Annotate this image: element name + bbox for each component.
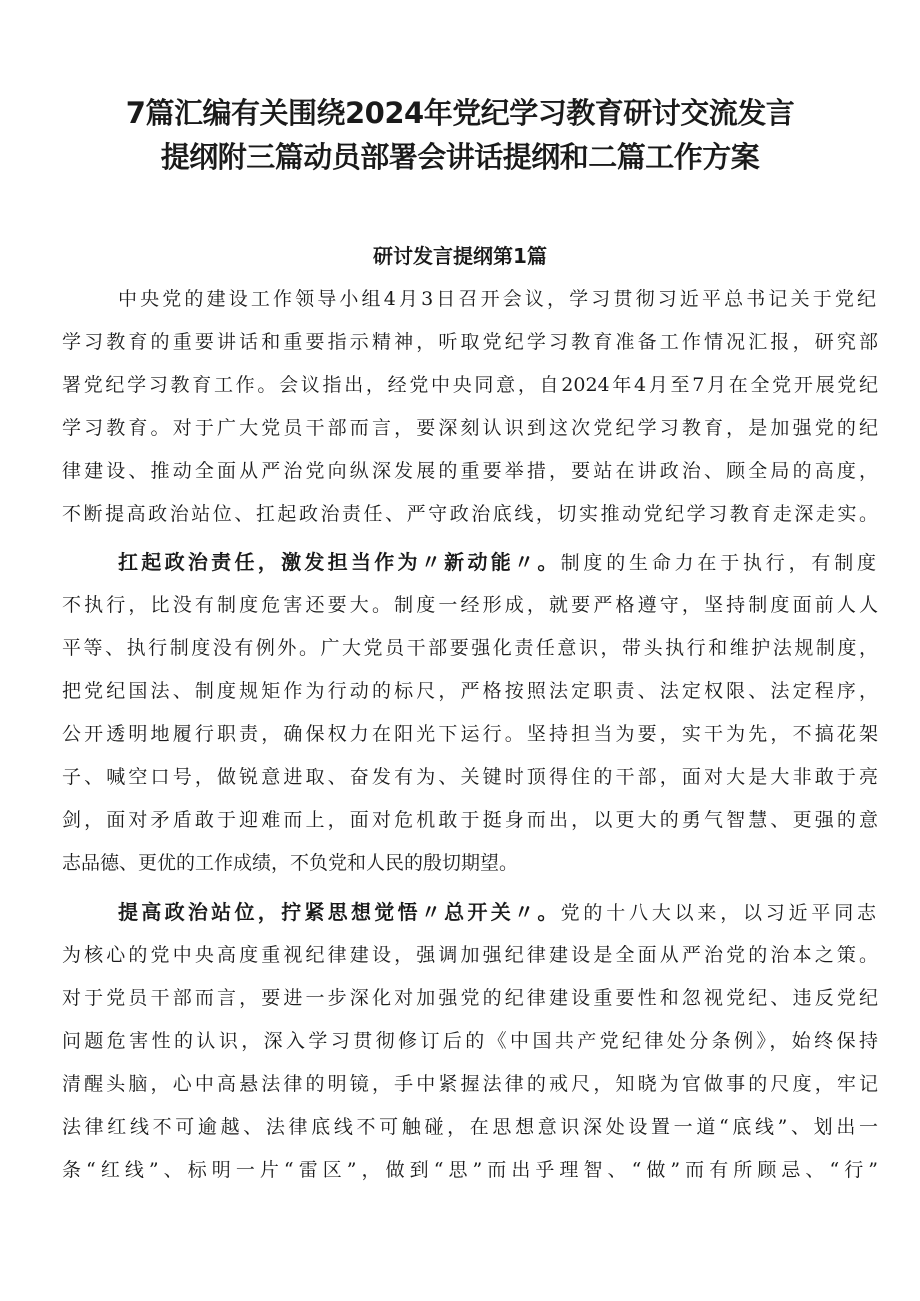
paragraph-1-line: 学习教育的重要讲话和重要指示精神，听取党纪学习教育准备工作情况汇报，研究部 (62, 331, 878, 353)
paragraph-2-line: 把党纪国法、制度规矩作为行动的标尺，严格按照法定职责、法定权限、法定程序， (62, 680, 878, 702)
paragraph-3-line: 为核心的党中央高度重视纪律建设，强调加强纪律建设是全面从严治党的治本之策。 (62, 944, 878, 966)
paragraph-2-line: 剑，面对矛盾敢于迎难而上，面对危机敢于挺身而出，以更大的勇气智慧、更强的意 (62, 809, 878, 831)
paragraph-2-line: 公开透明地履行职责，确保权力在阳光下运行。坚持担当为要，实干为先，不搞花架 (62, 723, 878, 745)
paragraph-1-line: 署党纪学习教育工作。会议指出，经党中央同意，自2024年4月至7月在全党开展党纪 (62, 374, 878, 396)
paragraph-1-line: 律建设、推动全面从严治党向纵深发展的重要举措，要站在讲政治、顾全局的高度， (62, 460, 878, 482)
paragraph-3-lead: 提高政治站位，拧紧思想觉悟〃总开关〃。 (118, 900, 561, 924)
document-title-line-1: 7篇汇编有关围绕2024年党纪学习教育研讨交流发言 (125, 96, 795, 130)
paragraph-3-line: 条“红线”、标明一片“雷区”，做到“思”而出乎理智、“做”而有所顾忌、“行” (62, 1159, 878, 1181)
paragraph-2-line: 不执行，比没有制度危害还要大。制度一经形成，就要严格遵守，坚持制度面前人人 (62, 594, 878, 616)
paragraph-3-first-line (118, 897, 876, 928)
paragraph-2-line: 平等、执行制度没有例外。广大党员干部要强化责任意识，带头执行和维护法规制度， (62, 637, 878, 659)
paragraph-3-first-line-rest: 党的十八大以来，以习近平同志 (560, 902, 876, 924)
paragraph-1-line: 中央党的建设工作领导小组4月3日召开会议，学习贯彻习近平总书记关于党纪 (118, 288, 876, 310)
paragraph-3-line: 对于党员干部而言，要进一步深化对加强党的纪律建设重要性和忽视党纪、违反党纪 (62, 987, 878, 1009)
paragraph-2-lead: 扛起政治责任，激发担当作为〃新动能〃。 (118, 550, 561, 574)
section-heading: 研讨发言提纲第1篇 (373, 244, 547, 268)
paragraph-3-line: 问题危害性的认识，深入学习贯彻修订后的《中国共产党纪律处分条例》，始终保持 (62, 1030, 878, 1052)
paragraph-2-first-line (118, 547, 876, 578)
paragraph-1-line: 不断提高政治站位、扛起政治责任、严守政治底线，切实推动党纪学习教育走深走实。 (62, 503, 878, 525)
paragraph-3-line: 清醒头脑，心中高悬法律的明镜，手中紧握法律的戒尺，知晓为官做事的尺度，牢记 (62, 1073, 878, 1095)
paragraph-2-last-line: 志品德、更优的工作成绩，不负党和人民的殷切期望。 (62, 852, 519, 874)
paragraph-2-line: 子、喊空口号，做锐意进取、奋发有为、关键时顶得住的干部，面对大是大非敢于亮 (62, 766, 878, 788)
paragraph-3-line: 法律红线不可逾越、法律底线不可触碰，在思想意识深处设置一道“底线”、划出一 (62, 1116, 878, 1138)
document-title-line-2: 提纲附三篇动员部署会讲话提纲和二篇工作方案 (160, 140, 760, 174)
paragraph-1-line: 学习教育。对于广大党员干部而言，要深刻认识到这次党纪学习教育，是加强党的纪 (62, 417, 878, 439)
paragraph-2-first-line-rest: 制度的生命力在于执行，有制度 (560, 552, 876, 574)
